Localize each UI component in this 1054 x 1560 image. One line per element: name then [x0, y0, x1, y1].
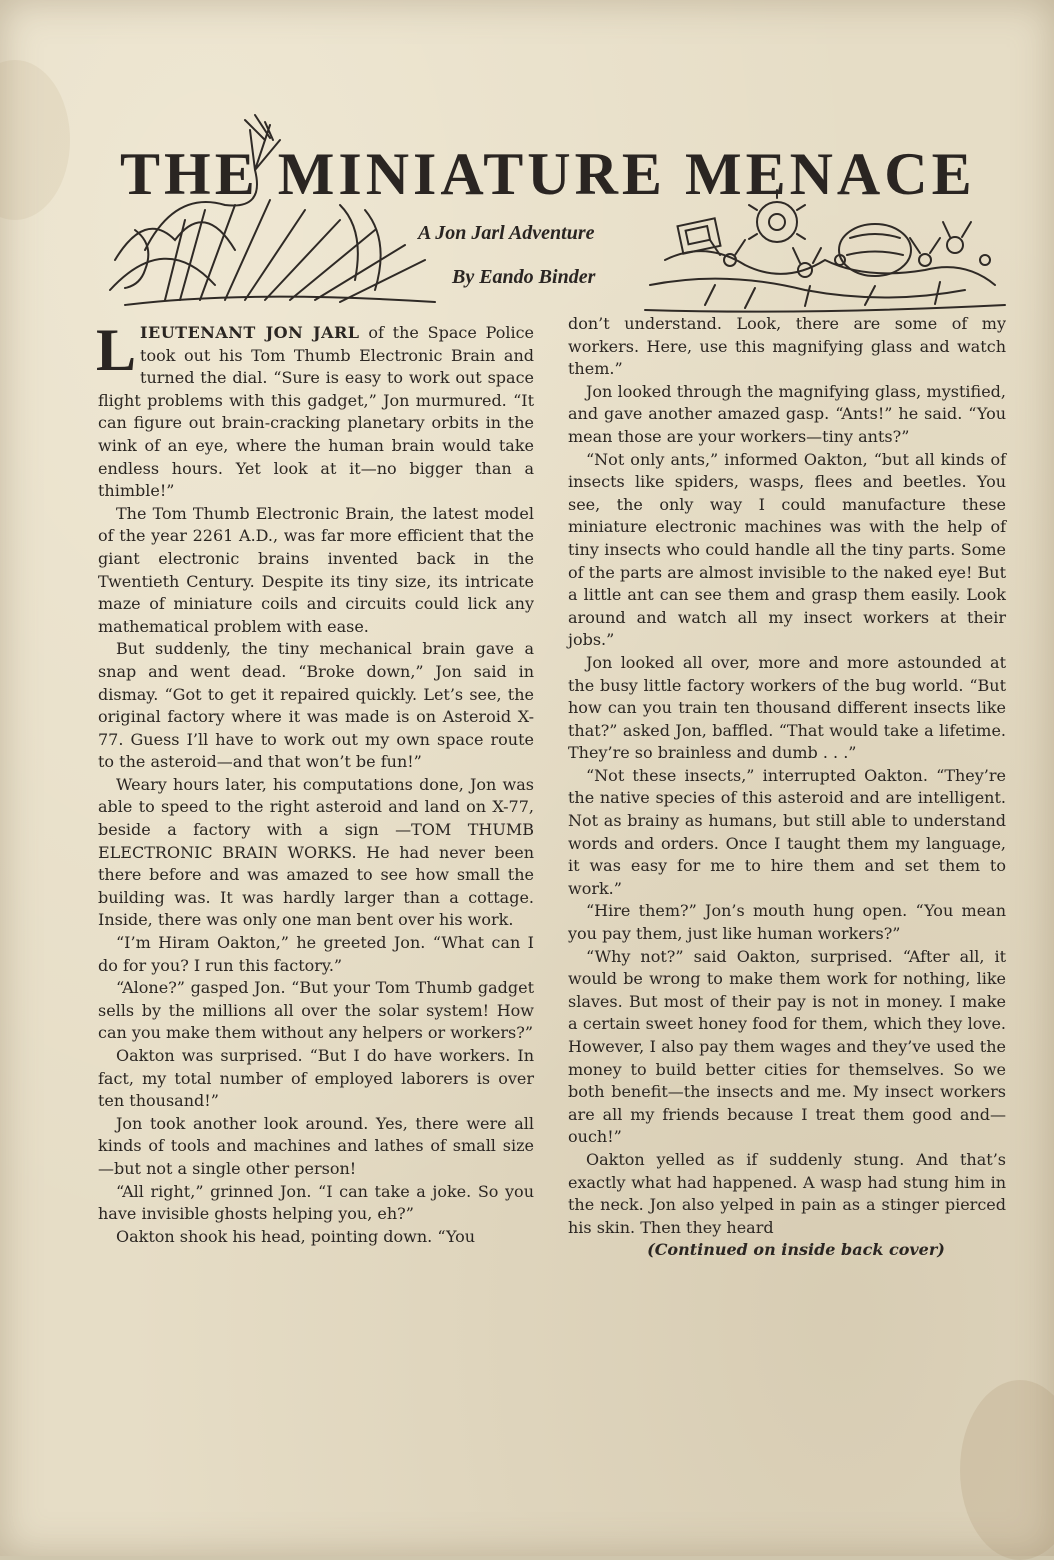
paragraph: Oakton was surprised. “But I do have workers. In fact, my total number of employed laborers is over ten thousand!” [98, 1046, 534, 1111]
paragraph: don’t understand. Look, there are some of my workers. Here, use this magnifying glass and watch them.” [568, 314, 1006, 379]
paragraph: Jon looked through the magnifying glass, mystified, and gave another amazed gasp. “Ants!” he said. “You mean those are your workers—tiny ants?” [568, 381, 1006, 446]
paragraph: Jon looked all over, more and more astounded at the busy little factory workers of the bug world. “But how can you train ten thousand different insects like that?” asked Jon, baffled. “That would take a lifetime. They’re so brainless and dumb . . .” [568, 652, 1006, 763]
paragraph: The Tom Thumb Electronic Brain, the latest model of the year 2261 A.D., was far more efficient that the giant electronic brains invented back in the Twentieth Century. Despite its tiny size, its intricate maze of miniature coils and circuits could lick any mathematical problem with ease. [98, 503, 534, 636]
story-subtitle: A Jon Jarl Adventure [418, 222, 595, 244]
paragraph: “All right,” grinned Jon. “I can take a joke. So you have invisible ghosts helping you, eh?” [98, 1181, 534, 1224]
paper-stain [960, 1380, 1054, 1560]
author-byline: By Eando Binder [452, 266, 596, 288]
paragraph: “Alone?” gasped Jon. “But your Tom Thumb gadget sells by the millions all over the solar system! How can you make them without any helpers or workers?” [98, 978, 534, 1043]
paragraph: But suddenly, the tiny mechanical brain gave a snap and went dead. “Broke down,” Jon said in dismay. “Got to get it repaired quickly. Let’s see, the original factory where it was made is on Asteroid X-77. Guess I’ll have to work out my own space route to the asteroid—and that won’t be fun!” [98, 639, 534, 772]
paper-stain [0, 60, 70, 220]
paragraph: Jon took another look around. Yes, there were all kinds of tools and machines and lathes of small size—but not a single other person! [98, 1113, 534, 1178]
left-column [96, 317, 534, 1248]
story-title: THE MINIATURE MENACE [120, 141, 976, 207]
paragraph [96, 317, 534, 503]
paragraph: “Why not?” said Oakton, surprised. “After all, it would be wrong to make them work for nothing, like slaves. But most of their pay is not in money. I make a certain sweet honey food for them, which they love. However, I also pay them wages and they’ve used the money to build better cities for themselves. So we both benefit—the insects and me. My insect workers are all my friends because I treat them good and—ouch!” [568, 946, 1006, 1147]
right-column [568, 313, 1006, 1262]
paragraph-text: of the Space Police took out his Tom Thumb Electronic Brain and turned the dial. “Sure is easy to work out space flight problems with this gadget,” Jon murmured. “It can figure out brain-cracking planetary orbits in the wink of an eye, where the human brain would take endless hours. Yet look at it—no bigger than a thimble!” [98, 323, 534, 501]
paragraph: “Hire them?” Jon’s mouth hung open. “You mean you pay them, just like human workers?” [568, 901, 1006, 944]
paragraph: “Not these insects,” interrupted Oakton. “They’re the native species of this asteroid and are intelligent. Not as brainy as humans, but still able to understand words and orders. Once I taught them my language, it was easy for me to hire them and set them to work.” [568, 765, 1006, 898]
drop-cap: L [96, 317, 137, 383]
paragraph: “I’m Hiram Oakton,” he greeted Jon. “What can I do for you? I run this factory.” [98, 933, 534, 975]
lead-in: IEUTENANT JON JARL [140, 323, 360, 342]
continued-note: (Continued on inside back cover) [647, 1240, 945, 1260]
paragraph: Oakton yelled as if suddenly stung. And that’s exactly what had happened. A wasp had stung him in the neck. Jon also yelped in pain as a stinger pierced his skin. Then they heard [568, 1149, 1006, 1237]
paragraph: Oakton shook his head, pointing down. “You [116, 1226, 476, 1246]
paragraph: Weary hours later, his computations done, Jon was able to speed to the right asteroid and land on X-77, beside a factory with a sign —TOM THUMB ELECTRONIC BRAIN WORKS. He had never been there before and was amazed to see how small the building was. It was hardly larger than a cottage. Inside, there was only one man bent over his work. [98, 774, 534, 930]
paragraph: “Not only ants,” informed Oakton, “but all kinds of insects like spiders, wasps, flees and beetles. You see, the only way I could manufacture these miniature electronic machines was with the help of tiny insects who could handle all the tiny parts. Some of the parts are almost invisible to the naked eye! But a little ant can see them and grasp them easily. Look around and watch all my insect workers at their jobs.” [568, 449, 1006, 650]
